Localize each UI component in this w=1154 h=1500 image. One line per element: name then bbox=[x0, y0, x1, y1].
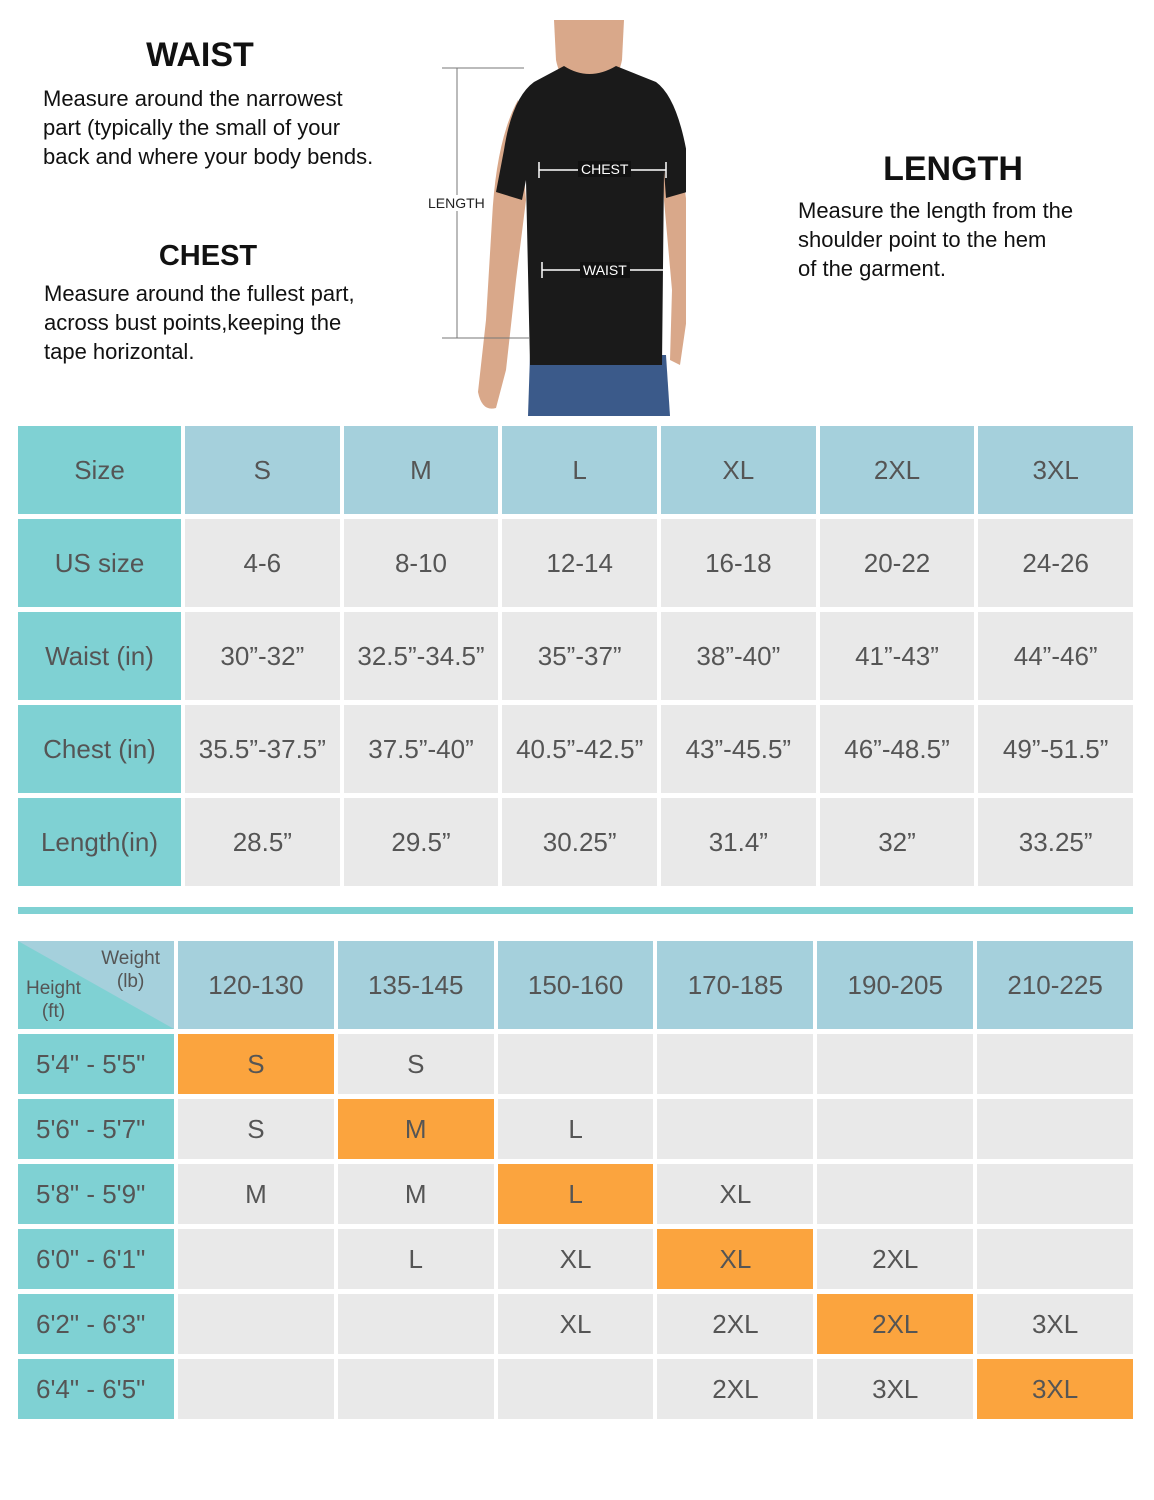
size-value-cell: 33.25” bbox=[978, 798, 1133, 886]
height-row-label: 6'2" - 6'3" bbox=[18, 1294, 174, 1354]
size-value-cell: 37.5”-40” bbox=[344, 705, 499, 793]
size-fit-cell bbox=[498, 1034, 654, 1094]
size-header-cell: XL bbox=[661, 426, 816, 514]
length-heading: LENGTH bbox=[883, 150, 1023, 188]
length-arrow-label: LENGTH bbox=[428, 195, 485, 211]
size-row-label: Chest (in) bbox=[18, 705, 181, 793]
chest-arrow-label: CHEST bbox=[578, 161, 631, 177]
size-value-cell: 28.5” bbox=[185, 798, 340, 886]
recommended-size-cell: 2XL bbox=[817, 1294, 973, 1354]
length-description: Measure the length from the shoulder point to the hem of the garment. bbox=[798, 198, 1074, 281]
size-value-cell: 43”-45.5” bbox=[661, 705, 816, 793]
size-value-cell: 32” bbox=[820, 798, 975, 886]
size-fit-cell: 2XL bbox=[657, 1294, 813, 1354]
size-fit-cell bbox=[178, 1359, 334, 1419]
size-fit-cell bbox=[657, 1034, 813, 1094]
size-fit-cell bbox=[977, 1099, 1133, 1159]
weight-header-cell: 150-160 bbox=[498, 941, 654, 1029]
size-value-cell: 38”-40” bbox=[661, 612, 816, 700]
size-fit-cell: L bbox=[498, 1099, 654, 1159]
section-divider bbox=[18, 907, 1133, 914]
weight-height-corner bbox=[18, 941, 174, 1029]
height-row-label: 5'8" - 5'9" bbox=[18, 1164, 174, 1224]
corner-weight-label: Weight (lb) bbox=[101, 948, 160, 992]
size-value-cell: 30.25” bbox=[502, 798, 657, 886]
size-fit-cell: S bbox=[178, 1099, 334, 1159]
size-fit-cell bbox=[178, 1294, 334, 1354]
size-value-cell: 24-26 bbox=[978, 519, 1133, 607]
size-fit-cell bbox=[977, 1034, 1133, 1094]
size-header-cell: M bbox=[344, 426, 499, 514]
size-value-cell: 49”-51.5” bbox=[978, 705, 1133, 793]
size-value-cell: 20-22 bbox=[820, 519, 975, 607]
weight-header-cell: 190-205 bbox=[817, 941, 973, 1029]
weight-header-cell: 135-145 bbox=[338, 941, 494, 1029]
size-header-label: Size bbox=[18, 426, 181, 514]
model-illustration bbox=[426, 20, 686, 416]
recommended-size-cell: M bbox=[338, 1099, 494, 1159]
size-value-cell: 4-6 bbox=[185, 519, 340, 607]
weight-header-cell: 170-185 bbox=[657, 941, 813, 1029]
size-value-cell: 32.5”-34.5” bbox=[344, 612, 499, 700]
size-value-cell: 40.5”-42.5” bbox=[502, 705, 657, 793]
size-value-cell: 41”-43” bbox=[820, 612, 975, 700]
size-fit-cell: 2XL bbox=[657, 1359, 813, 1419]
size-fit-cell bbox=[817, 1099, 973, 1159]
size-fit-cell: XL bbox=[498, 1229, 654, 1289]
size-table bbox=[18, 426, 1133, 886]
size-row-label: US size bbox=[18, 519, 181, 607]
size-row-label: Length(in) bbox=[18, 798, 181, 886]
size-fit-cell: M bbox=[338, 1164, 494, 1224]
size-value-cell: 30”-32” bbox=[185, 612, 340, 700]
size-row-label: Waist (in) bbox=[18, 612, 181, 700]
size-fit-cell bbox=[977, 1229, 1133, 1289]
size-fit-cell bbox=[338, 1294, 494, 1354]
waist-arrow-label: WAIST bbox=[580, 262, 630, 278]
size-value-cell: 29.5” bbox=[344, 798, 499, 886]
size-fit-cell: M bbox=[178, 1164, 334, 1224]
size-fit-cell bbox=[178, 1229, 334, 1289]
size-fit-cell bbox=[977, 1164, 1133, 1224]
size-fit-cell bbox=[817, 1034, 973, 1094]
waist-heading: WAIST bbox=[146, 36, 254, 74]
height-row-label: 6'0" - 6'1" bbox=[18, 1229, 174, 1289]
recommended-size-cell: XL bbox=[657, 1229, 813, 1289]
size-fit-cell bbox=[498, 1359, 654, 1419]
recommended-size-cell: 3XL bbox=[977, 1359, 1133, 1419]
fit-table bbox=[18, 941, 1133, 1419]
corner-height-label: Height (ft) bbox=[26, 978, 81, 1022]
size-fit-cell: L bbox=[338, 1229, 494, 1289]
size-fit-cell bbox=[657, 1099, 813, 1159]
size-value-cell: 31.4” bbox=[661, 798, 816, 886]
weight-header-cell: 210-225 bbox=[977, 941, 1133, 1029]
chest-heading: CHEST bbox=[158, 240, 258, 272]
size-fit-cell: XL bbox=[498, 1294, 654, 1354]
size-value-cell: 8-10 bbox=[344, 519, 499, 607]
size-fit-cell: 3XL bbox=[977, 1294, 1133, 1354]
size-value-cell: 35”-37” bbox=[502, 612, 657, 700]
size-fit-cell: 3XL bbox=[817, 1359, 973, 1419]
size-value-cell: 44”-46” bbox=[978, 612, 1133, 700]
size-value-cell: 12-14 bbox=[502, 519, 657, 607]
size-header-cell: 2XL bbox=[820, 426, 975, 514]
height-row-label: 5'6" - 5'7" bbox=[18, 1099, 174, 1159]
waist-description: Measure around the narrowest part (typically the small of your back and where your body bends. bbox=[43, 86, 374, 169]
size-header-cell: S bbox=[185, 426, 340, 514]
height-row-label: 6'4" - 6'5" bbox=[18, 1359, 174, 1419]
height-row-label: 5'4" - 5'5" bbox=[18, 1034, 174, 1094]
model-figure bbox=[426, 20, 686, 416]
weight-header-cell: 120-130 bbox=[178, 941, 334, 1029]
size-value-cell: 46”-48.5” bbox=[820, 705, 975, 793]
size-value-cell: 35.5”-37.5” bbox=[185, 705, 340, 793]
size-value-cell: 16-18 bbox=[661, 519, 816, 607]
recommended-size-cell: S bbox=[178, 1034, 334, 1094]
size-header-cell: 3XL bbox=[978, 426, 1133, 514]
size-fit-cell: XL bbox=[657, 1164, 813, 1224]
size-fit-cell: 2XL bbox=[817, 1229, 973, 1289]
size-fit-cell bbox=[817, 1164, 973, 1224]
size-fit-cell: S bbox=[338, 1034, 494, 1094]
recommended-size-cell: L bbox=[498, 1164, 654, 1224]
size-fit-cell bbox=[338, 1359, 494, 1419]
chest-description: Measure around the fullest part, across bust points,keeping the tape horizontal. bbox=[44, 281, 355, 364]
size-header-cell: L bbox=[502, 426, 657, 514]
